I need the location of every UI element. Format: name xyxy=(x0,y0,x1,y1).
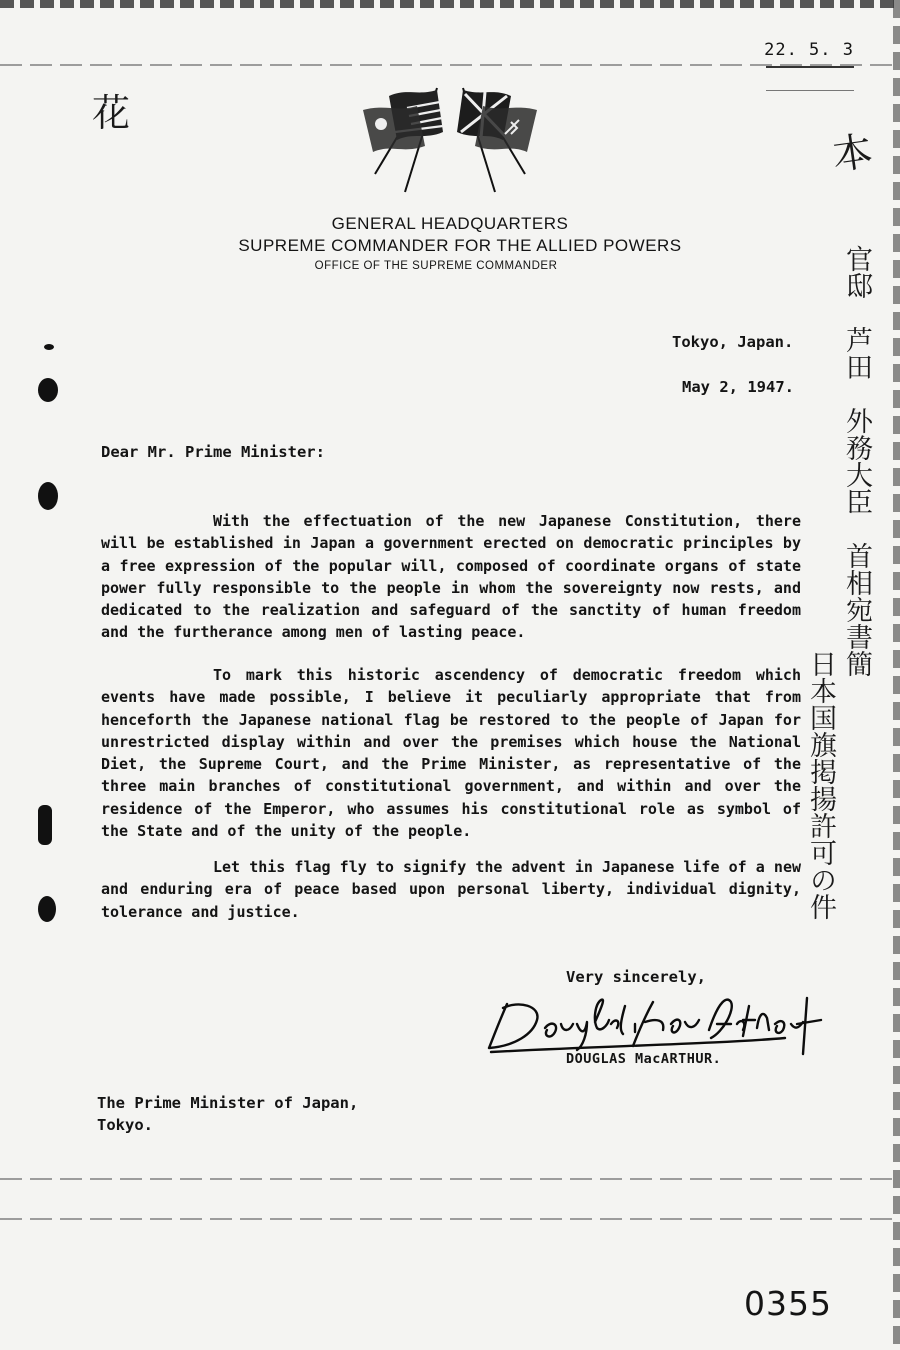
signer-name: DOUGLAS MacARTHUR. xyxy=(566,1051,722,1067)
received-date-stamp: 22. 5. 3 xyxy=(764,40,854,60)
binder-mark xyxy=(44,344,54,350)
letterhead-line-1: GENERAL HEADQUARTERS xyxy=(331,214,569,233)
recipient-line-2: Tokyo. xyxy=(97,1116,153,1134)
body-paragraph-2-text: To mark this historic ascendency of democratic freedom which events have made possible, I believe it peculiarly appropriate that from henceforth the Japanese national flag be restored to the people of Japan for unrestricted display within and over the premises which house the National Diet, the Supreme Court, and the Prime Minister, as representative of the three main branches of constitutional government, and within and over the residence of the Emperor, who assumes his constitutional role as symbol of the State and of the unity of the people. xyxy=(101,666,801,841)
binder-hole xyxy=(38,896,56,922)
body-paragraph-3-text: Let this flag fly to signify the advent in Japanese life of a new and enduring era of peace based upon personal liberty, individual dignity, tolerance and justice. xyxy=(101,858,801,921)
body-paragraph-1 xyxy=(101,510,801,644)
margin-note-right-column-1: 官邸 芦田 外務大臣 首相宛書簡 xyxy=(841,245,872,677)
scan-right-edge xyxy=(893,0,900,1350)
body-paragraph-2 xyxy=(101,664,801,842)
received-stamp-box xyxy=(766,66,854,91)
letter-date: May 2, 1947. xyxy=(682,378,794,396)
scan-rule-top xyxy=(0,64,900,66)
archive-page-number: 0355 xyxy=(744,1284,832,1323)
letterhead-line-3: OFFICE OF THE SUPREME COMMANDER xyxy=(314,260,558,272)
scan-rule-bottom-2 xyxy=(0,1218,900,1220)
letterhead-line-2: SUPREME COMMANDER FOR THE ALLIED POWERS xyxy=(238,236,682,255)
crossed-flags-emblem xyxy=(345,82,555,194)
binder-hole xyxy=(38,378,58,402)
scan-rule-bottom-1 xyxy=(0,1178,900,1180)
flag-ussr xyxy=(475,106,537,152)
scan-top-edge xyxy=(0,0,900,8)
flag-china xyxy=(363,106,425,152)
binder-hole xyxy=(38,482,58,510)
complimentary-close: Very sincerely, xyxy=(566,968,706,986)
margin-note-right-column-2: 日本国旗掲揚許可の件 xyxy=(805,650,836,920)
recipient-line-1: The Prime Minister of Japan, xyxy=(97,1094,359,1112)
recipient-block xyxy=(97,1092,358,1136)
margin-note-top-right: 本 xyxy=(829,128,876,180)
binder-hole xyxy=(38,805,52,845)
salutation: Dear Mr. Prime Minister: xyxy=(101,443,325,461)
letter-place: Tokyo, Japan. xyxy=(672,333,794,351)
handwritten-signature xyxy=(485,994,835,1056)
body-paragraph-1-text: With the effectuation of the new Japanese Constitution, there will be established in Japan a government erected on democratic principles by a free expression of the popular will, composed of coordinate organs of state power fully responsible to the people in whom the sovereignty now rests, and dedicated to the realization and safeguard of the sanctity of human freedom and the furtherance among men of lasting peace. xyxy=(101,512,801,642)
margin-note-top-left: 花 xyxy=(92,91,131,135)
body-paragraph-3 xyxy=(101,856,801,923)
